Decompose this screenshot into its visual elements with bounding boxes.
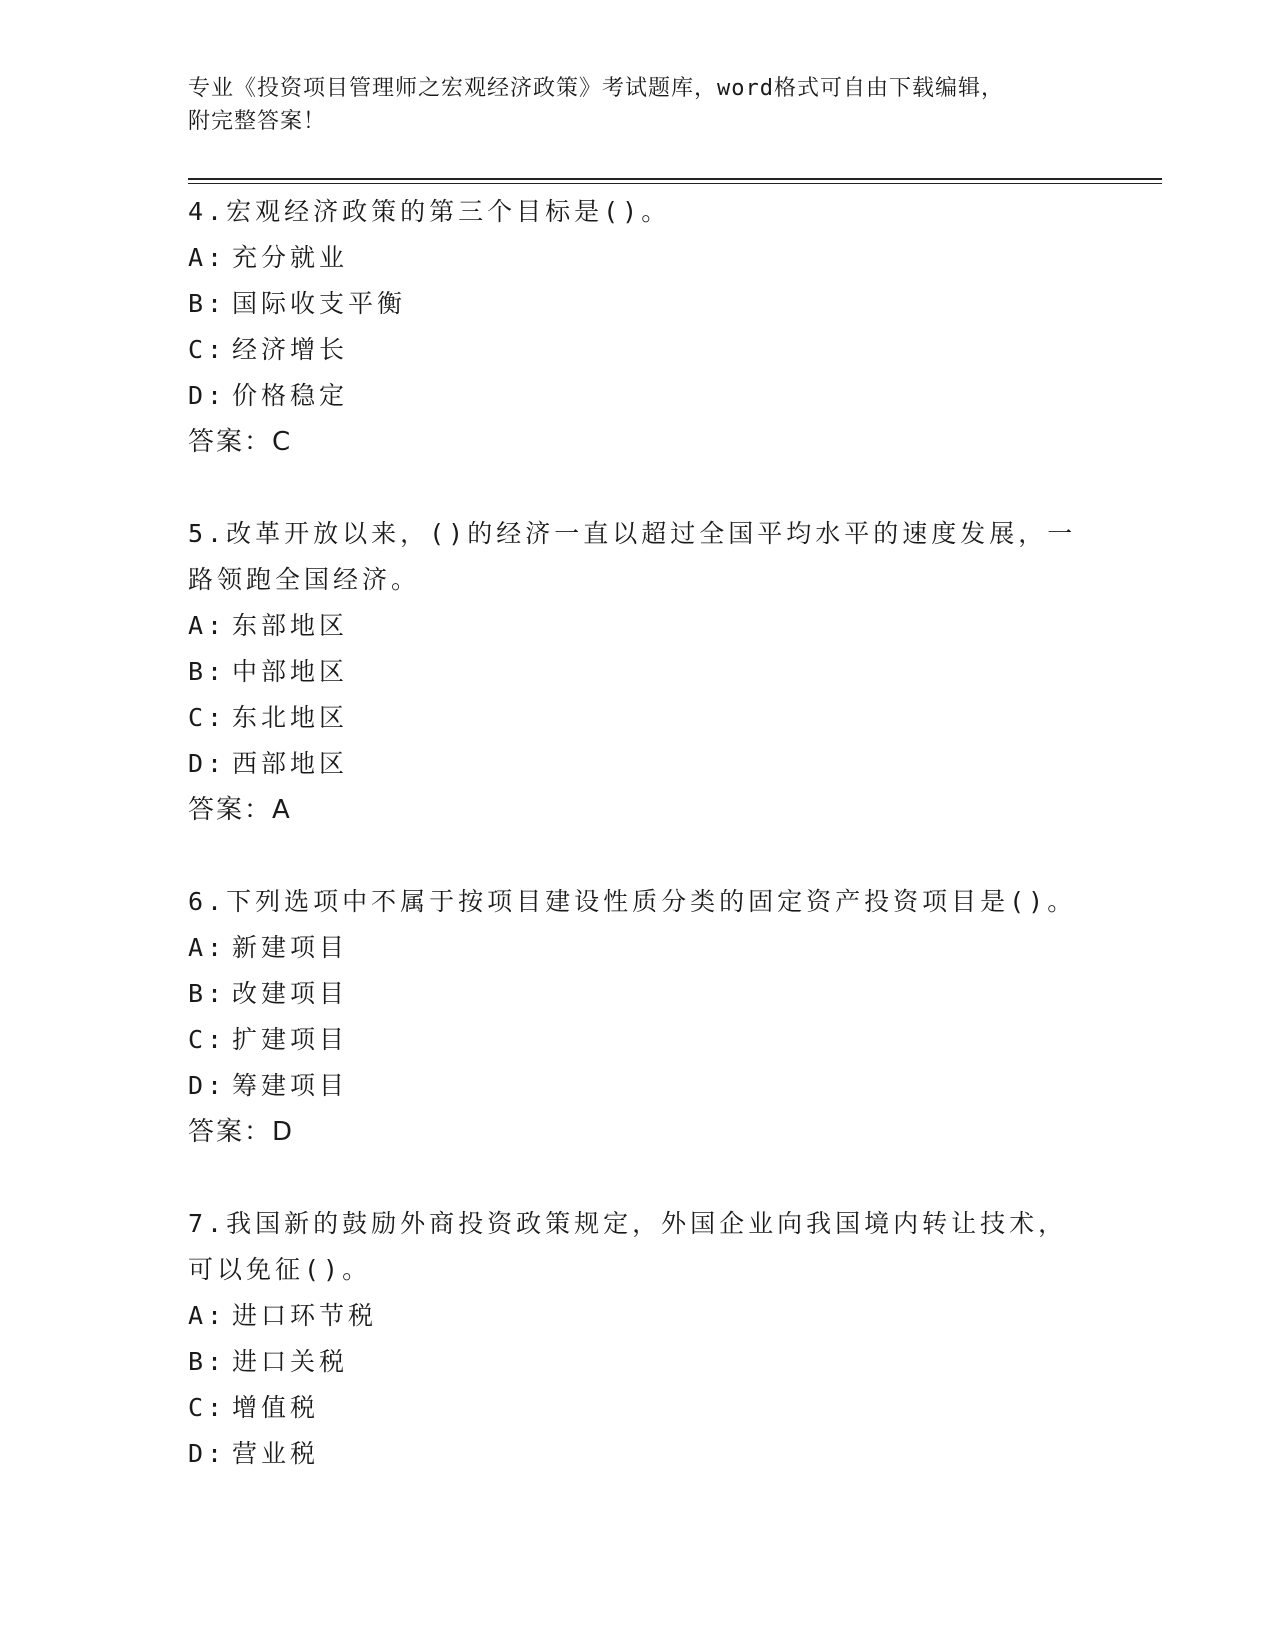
option-text: 进口环节税 — [232, 1301, 378, 1330]
option-key: B: — [188, 289, 227, 318]
option-text: 价格稳定 — [232, 381, 349, 410]
option-a — [188, 1293, 1088, 1339]
option-text: 充分就业 — [232, 243, 349, 272]
option-text: 增值税 — [232, 1393, 320, 1422]
question-item — [188, 511, 1088, 833]
option-a — [188, 235, 1088, 281]
option-b — [188, 281, 1088, 327]
document-header — [188, 72, 1088, 138]
option-key: C: — [188, 1025, 227, 1054]
option-d — [188, 741, 1088, 787]
option-key: D: — [188, 1439, 227, 1468]
option-d — [188, 1431, 1088, 1477]
header-divider-thick — [188, 178, 1162, 180]
option-text: 国际收支平衡 — [232, 289, 407, 318]
option-key: A: — [188, 243, 227, 272]
question-stem: 7.我国新的鼓励外商投资政策规定，外国企业向我国境内转让技术，可以免征()。 — [188, 1209, 1068, 1284]
option-d — [188, 1063, 1088, 1109]
option-c — [188, 327, 1088, 373]
question-list — [188, 189, 1088, 1523]
option-text: 扩建项目 — [232, 1025, 349, 1054]
option-b — [188, 1339, 1088, 1385]
option-key: A: — [188, 611, 227, 640]
question-item — [188, 879, 1088, 1155]
option-key: C: — [188, 1393, 227, 1422]
option-a — [188, 925, 1088, 971]
header-divider-thin — [188, 183, 1162, 184]
option-b — [188, 649, 1088, 695]
option-key: B: — [188, 657, 227, 686]
option-key: B: — [188, 1347, 227, 1376]
option-b — [188, 971, 1088, 1017]
header-line-1: 专业《投资项目管理师之宏观经济政策》考试题库，word格式可自由下载编辑， — [188, 76, 1004, 101]
header-line-2: 附完整答案！ — [188, 109, 327, 134]
option-text: 进口关税 — [232, 1347, 349, 1376]
option-key: D: — [188, 1071, 227, 1100]
answer-line: 答案：C — [188, 427, 293, 457]
option-key: D: — [188, 381, 227, 410]
option-a — [188, 603, 1088, 649]
option-text: 筹建项目 — [232, 1071, 349, 1100]
option-text: 改建项目 — [232, 979, 349, 1008]
question-stem: 4.宏观经济政策的第三个目标是()。 — [188, 197, 671, 226]
answer-line: 答案：A — [188, 795, 292, 825]
option-c — [188, 1017, 1088, 1063]
question-stem: 5.改革开放以来，()的经济一直以超过全国平均水平的速度发展，一路领跑全国经济。 — [188, 519, 1077, 594]
option-d — [188, 373, 1088, 419]
option-key: B: — [188, 979, 227, 1008]
answer-line: 答案：D — [188, 1117, 295, 1147]
option-text: 中部地区 — [232, 657, 349, 686]
option-key: D: — [188, 749, 227, 778]
option-key: C: — [188, 335, 227, 364]
option-text: 西部地区 — [232, 749, 349, 778]
option-key: A: — [188, 933, 227, 962]
question-stem: 6.下列选项中不属于按项目建设性质分类的固定资产投资项目是()。 — [188, 887, 1077, 916]
option-c — [188, 695, 1088, 741]
question-item — [188, 1201, 1088, 1477]
option-text: 东北地区 — [232, 703, 349, 732]
option-key: C: — [188, 703, 227, 732]
question-item — [188, 189, 1088, 465]
option-text: 新建项目 — [232, 933, 349, 962]
option-key: A: — [188, 1301, 227, 1330]
option-c — [188, 1385, 1088, 1431]
option-text: 东部地区 — [232, 611, 349, 640]
option-text: 营业税 — [232, 1439, 320, 1468]
option-text: 经济增长 — [232, 335, 349, 364]
